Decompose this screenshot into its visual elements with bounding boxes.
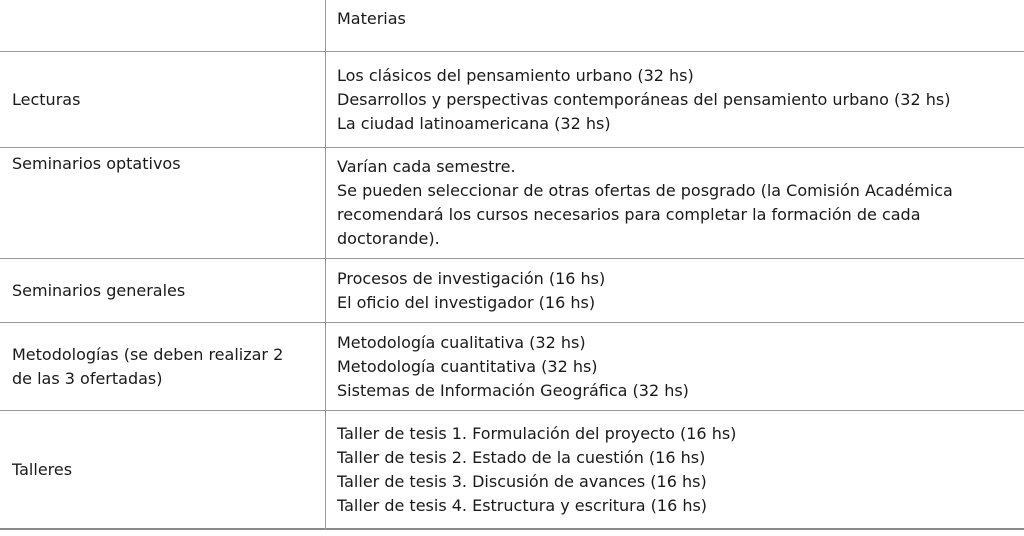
list-item: La ciudad latinoamericana (32 hs) xyxy=(337,113,611,133)
list-item: Varían cada semestre. xyxy=(337,157,516,176)
column-divider xyxy=(325,0,326,530)
row-label xyxy=(12,148,312,258)
list-item: El oficio del investigador (16 hs) xyxy=(337,292,596,312)
row-label-text: Seminarios optativos xyxy=(12,154,181,173)
table-row-talleres xyxy=(0,411,1024,530)
row-items xyxy=(337,259,1014,322)
list-item: Desarrollos y perspectivas contemporáneas del pensamiento urbano (32 hs) xyxy=(337,89,951,109)
list-item: doctorande). xyxy=(337,229,440,248)
row-items xyxy=(337,52,1014,147)
list-item: Sistemas de Información Geográfica (32 hs) xyxy=(337,380,689,400)
row-items xyxy=(337,411,1014,528)
row-label xyxy=(12,323,312,410)
list-item: Los clásicos del pensamiento urbano (32 hs) xyxy=(337,65,694,85)
list-item: Metodología cualitativa (32 hs) xyxy=(337,332,586,352)
row-label-line: Metodologías (se deben realizar 2 xyxy=(12,344,284,364)
table-row-seminarios-generales xyxy=(0,259,1024,323)
row-label-text: Lecturas xyxy=(12,89,81,109)
row-items xyxy=(337,323,1014,410)
list-item: Metodología cuantitativa (32 hs) xyxy=(337,356,598,376)
row-label xyxy=(12,52,312,147)
row-label xyxy=(12,259,312,322)
row-label xyxy=(12,411,312,528)
table-row-seminarios-optativos xyxy=(0,148,1024,259)
row-label-text: Seminarios generales xyxy=(12,280,186,300)
table-row-lecturas xyxy=(0,52,1024,148)
list-item: Taller de tesis 3. Discusión de avances (16 hs) xyxy=(337,471,707,491)
row-items xyxy=(337,148,1014,258)
list-item: Taller de tesis 4. Estructura y escritura (16 hs) xyxy=(337,495,708,515)
list-item: Taller de tesis 2. Estado de la cuestión (16 hs) xyxy=(337,447,706,467)
list-item: Taller de tesis 1. Formulación del proyecto (16 hs) xyxy=(337,423,737,443)
table-header-row xyxy=(0,0,1024,52)
header-materias: Materias xyxy=(337,9,406,28)
header-materias-cell xyxy=(337,0,1014,51)
row-label-line: de las 3 ofertadas) xyxy=(12,368,163,388)
table-row-metodologias xyxy=(0,323,1024,411)
list-item: Se pueden seleccionar de otras ofertas de posgrado (la Comisión Académica xyxy=(337,181,953,200)
list-item: Procesos de investigación (16 hs) xyxy=(337,268,606,288)
row-label-text: Talleres xyxy=(12,459,73,479)
list-item: recomendará los cursos necesarios para completar la formación de cada xyxy=(337,205,921,224)
